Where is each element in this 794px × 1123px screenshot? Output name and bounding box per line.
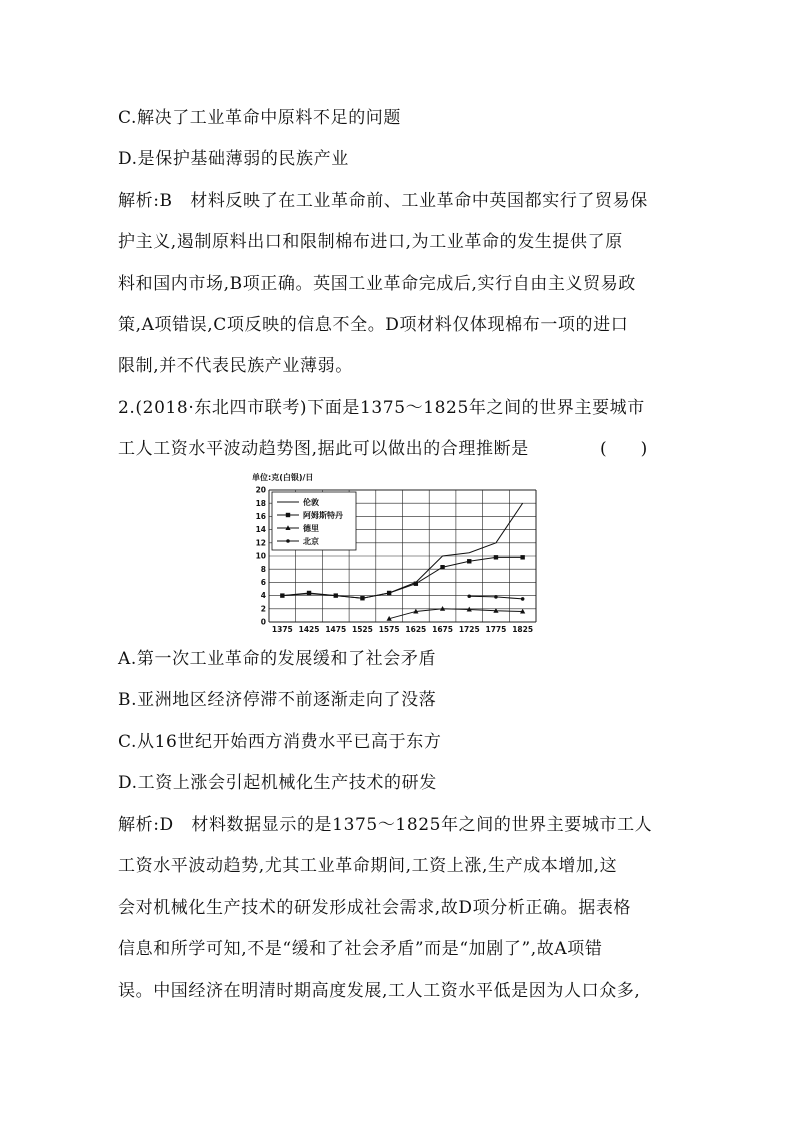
option-a: A.第一次工业革命的发展缓和了社会矛盾 (118, 649, 437, 669)
x-tick-label-1575: 1575 (378, 625, 400, 634)
analysis2-line-5: 误。中国经济在明清时期高度发展,工人工资水平低是因为人口众多, (118, 981, 641, 1001)
series-1-point-1425 (307, 591, 311, 595)
x-tick-label-1825: 1825 (512, 625, 534, 634)
series-1-point-1675 (440, 565, 444, 569)
x-tick-label-1425: 1425 (298, 625, 320, 634)
chart-unit-label: 单位:克(白银)/日 (252, 473, 314, 482)
series-1-point-1625 (414, 582, 418, 586)
series-1-point-1725 (467, 559, 471, 563)
x-tick-label-1775: 1775 (485, 625, 507, 634)
legend-label-2: 德里 (303, 524, 319, 533)
analysis-line-5: 限制,并不代表民族产业薄弱。 (118, 356, 353, 376)
x-tick-label-1725: 1725 (458, 625, 480, 634)
option-c: C.从16世纪开始西方消费水平已高于东方 (118, 732, 442, 752)
analysis-line-1: 解析:B 材料反映了在工业革命前、工业革命中英国都实行了贸易保 (118, 191, 648, 211)
legend-label-0: 伦敦 (303, 498, 319, 507)
x-tick-label-1475: 1475 (325, 625, 347, 634)
option-b: B.亚洲地区经济停滞不前逐渐走向了没落 (118, 690, 437, 710)
question-line-2: 工人工资水平波动趋势图,据此可以做出的合理推断是 (118, 439, 529, 459)
text-line-c-option: C.解决了工业革命中原料不足的问题 (118, 108, 402, 128)
answer-paren: ( ) (600, 439, 648, 459)
series-1-point-1825 (520, 555, 524, 559)
series-3-point-1825 (521, 597, 525, 601)
analysis-line-2: 护主义,遏制原料出口和限制棉布进口,为工业革命的发生提供了原 (118, 232, 623, 252)
y-tick-label-8: 8 (260, 564, 266, 574)
question-line-1: 2.(2018·东北四市联考)下面是1375～1825年之间的世界主要城市 (118, 398, 645, 418)
x-tick-label-1625: 1625 (405, 625, 427, 634)
x-tick-label-1375: 1375 (271, 625, 293, 634)
legend-label-1: 阿姆斯特丹 (303, 511, 343, 520)
y-tick-label-12: 12 (255, 538, 266, 548)
y-tick-label-6: 6 (260, 578, 266, 587)
legend-marker-1 (286, 513, 290, 517)
option-d: D.工资上涨会引起机械化生产技术的研发 (118, 773, 437, 793)
y-tick-label-2: 2 (260, 604, 266, 614)
x-tick-label-1525: 1525 (352, 625, 373, 634)
y-tick-label-10: 10 (255, 551, 266, 561)
series-3-point-1775 (494, 595, 498, 599)
series-1-point-1525 (360, 596, 364, 600)
series-1-point-1575 (387, 591, 391, 595)
y-tick-label-14: 14 (255, 525, 266, 535)
analysis2-line-3: 会对机械化生产技术的研发形成社会需求,故D项分析正确。据表格 (118, 898, 632, 918)
y-tick-label-16: 16 (255, 512, 266, 521)
analysis-line-4: 策,A项错误,C项反映的信息不全。D项材料仅体现棉布一项的进口 (118, 315, 629, 335)
legend-label-3: 北京 (303, 537, 319, 546)
series-1-point-1475 (334, 593, 338, 597)
series-3-point-1725 (467, 594, 471, 598)
series-1-point-1375 (280, 593, 284, 597)
y-tick-label-20: 20 (255, 485, 266, 495)
wage-trend-chart (250, 470, 550, 640)
analysis-line-3: 料和国内市场,B项正确。英国工业革命完成后,实行自由主义贸易政 (118, 274, 636, 294)
y-tick-label-0: 0 (260, 617, 266, 627)
y-tick-label-18: 18 (255, 498, 266, 508)
analysis2-line-4: 信息和所学可知,不是“缓和了社会矛盾”而是“加剧了”,故A项错 (118, 939, 603, 959)
series-1-point-1775 (494, 555, 498, 559)
wage-trend-chart-svg (250, 470, 550, 640)
analysis2-line-2: 工资水平波动趋势,尤其工业革命期间,工资上涨,生产成本增加,这 (118, 856, 618, 876)
y-tick-label-4: 4 (260, 591, 266, 601)
legend-marker-3 (286, 539, 290, 543)
text-line-d-option: D.是保护基础薄弱的民族产业 (118, 149, 349, 169)
x-tick-label-1675: 1675 (432, 625, 453, 634)
analysis2-line-1: 解析:D 材料数据显示的是1375～1825年之间的世界主要城市工人 (118, 815, 653, 835)
